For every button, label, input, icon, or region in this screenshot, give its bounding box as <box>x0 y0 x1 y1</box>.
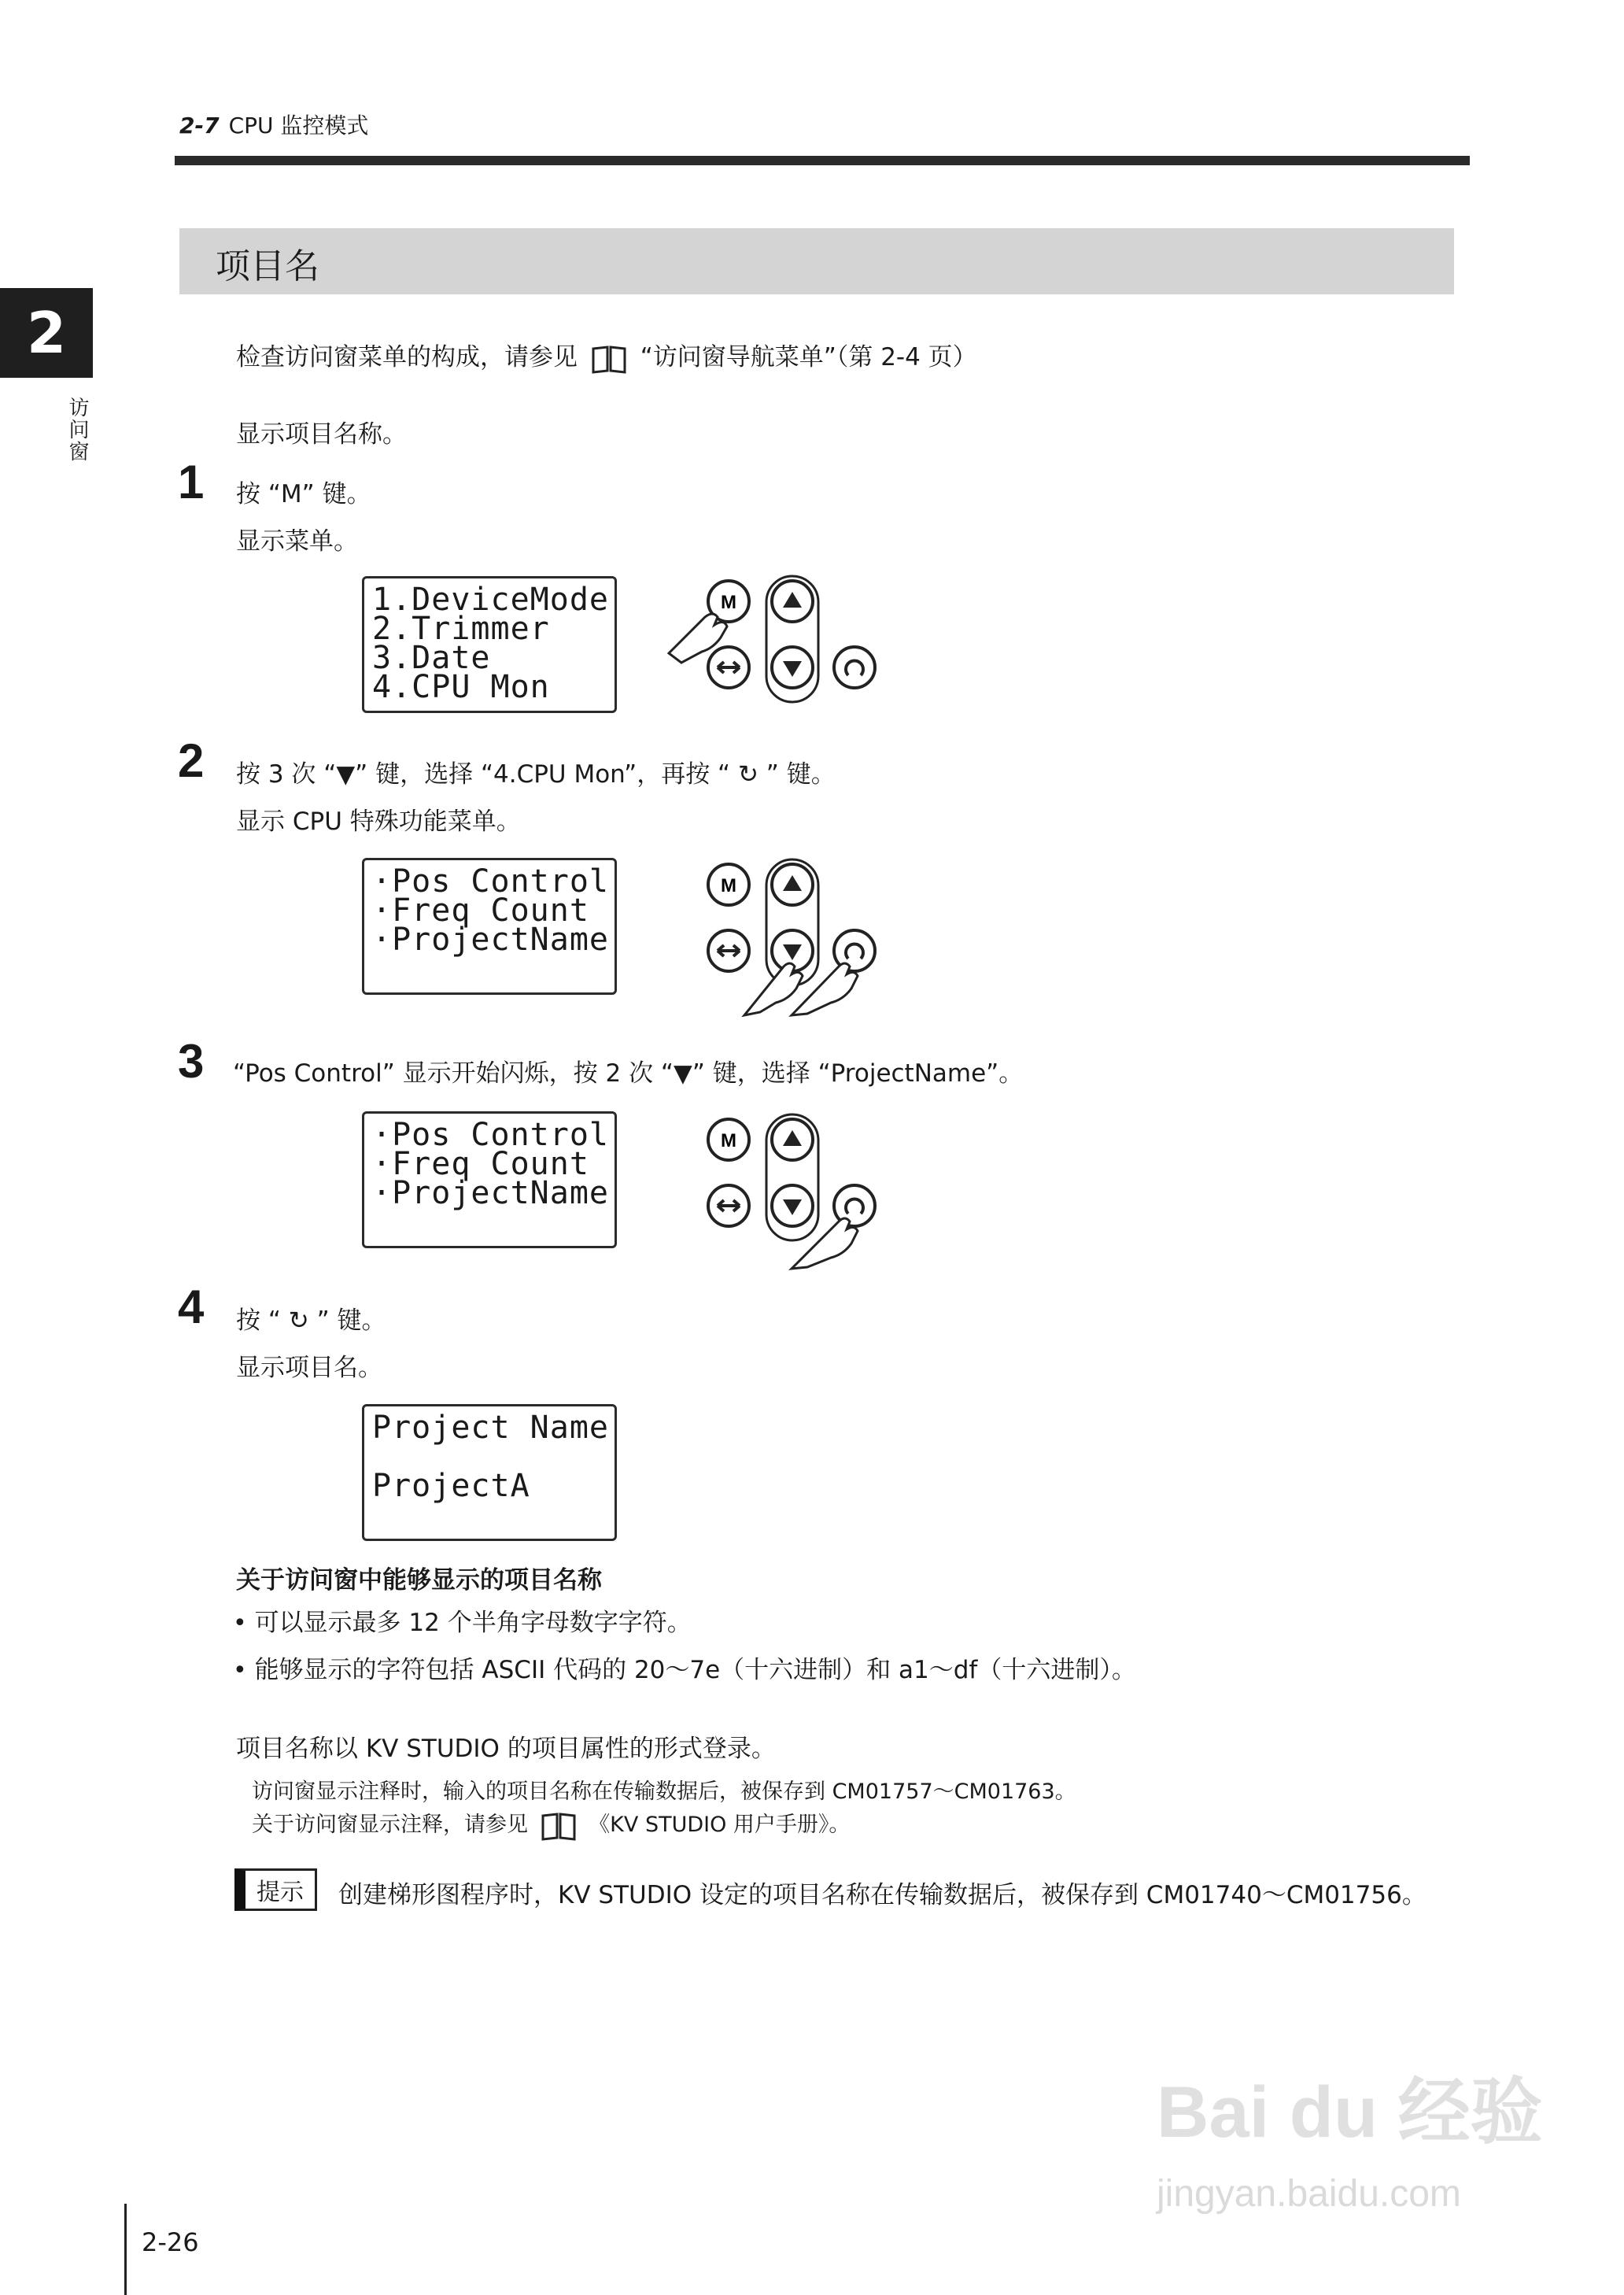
chapter-tab <box>0 288 93 378</box>
m-key[interactable] <box>708 864 749 905</box>
intro-text-before: 检查访问窗菜单的构成，请参见 <box>236 343 578 371</box>
section-heading: 项目名 <box>216 246 319 286</box>
m-key-label: M <box>721 875 736 896</box>
step-1-text: 按 “M” 键。 <box>236 480 371 508</box>
step-3-number: 3 <box>178 1035 205 1088</box>
lcd-display-step-4 <box>362 1404 617 1541</box>
keypad-step-1 <box>658 567 894 708</box>
lcd-line: 3.Date <box>372 640 491 676</box>
header-section-number: 2-7 <box>179 113 220 139</box>
notes-para-3-after: 《KV STUDIO 用户手册》。 <box>589 1813 851 1837</box>
section-heading-bar <box>179 228 1454 294</box>
lcd-line: ·Freq Count <box>372 893 589 929</box>
lcd-line: 4.CPU Mon <box>372 669 550 705</box>
watermark-url: jingyan.baidu.com <box>1157 2173 1461 2215</box>
step-1-number: 1 <box>178 456 205 508</box>
step-1-sub: 显示菜单。 <box>236 527 358 556</box>
intro-reference <box>236 337 977 374</box>
m-key-label: M <box>721 1130 736 1151</box>
lcd-line: ·Pos Control <box>372 863 609 900</box>
lcd-line: ·Pos Control <box>372 1117 609 1153</box>
lcd-line <box>372 1442 607 1471</box>
lcd-display-step-1 <box>362 576 617 713</box>
notes-para-3-before: 关于访问窗显示注释，请参见 <box>252 1813 528 1837</box>
lcd-line <box>372 954 607 983</box>
watermark-logo: Bai du 经验 <box>1157 2072 1543 2153</box>
lcd-line: ProjectA <box>372 1468 530 1504</box>
lcd-line: ·Freq Count <box>372 1146 589 1182</box>
notes-para-2: 访问窗显示注释时，输入的项目名称在传输数据后，被保存到 CM01757～CM01763。 <box>252 1779 1076 1804</box>
notes-bullet-text: 能够显示的字符包括 ASCII 代码的 20～7e（十六进制）和 a1～df（十六进制）。 <box>254 1656 1136 1684</box>
lcd-display-step-2 <box>362 858 617 995</box>
running-header <box>179 109 368 140</box>
step-2-text: 按 3 次 “▼” 键，选择 “4.CPU Mon”，再按 “ ↻ ” 键。 <box>236 760 836 789</box>
header-section-title: CPU 监控模式 <box>228 113 369 139</box>
book-icon <box>540 1811 578 1841</box>
book-icon <box>590 344 628 374</box>
lcd-line <box>372 1207 607 1236</box>
left-right-key[interactable] <box>708 1185 749 1226</box>
bullet-dot-icon: • <box>233 1609 247 1637</box>
pointing-hand-icon <box>792 963 858 1015</box>
step-3-text: “Pos Control” 显示开始闪烁，按 2 次 “▼” 键，选择 “ProjectName”。 <box>233 1059 1024 1088</box>
left-right-key[interactable] <box>708 930 749 971</box>
pointing-hand-icon <box>792 1218 858 1269</box>
left-right-key[interactable] <box>708 647 749 688</box>
page-rule <box>124 2204 127 2295</box>
intro-text-after: “访问窗导航菜单”（第 2-4 页） <box>640 343 977 371</box>
chapter-number: 2 <box>26 300 67 366</box>
notes-bullet-text: 可以显示最多 12 个半角字母数字字符。 <box>254 1609 692 1637</box>
notes-heading: 关于访问窗中能够显示的项目名称 <box>236 1566 602 1595</box>
lcd-line: Project Name <box>372 1410 609 1446</box>
notes-bullet-2 <box>233 1650 1136 1685</box>
header-rule <box>175 156 1470 165</box>
hint-badge: 提示 <box>234 1868 317 1911</box>
step-4-sub: 显示项目名。 <box>236 1354 382 1382</box>
notes-para-1: 项目名称以 KV STUDIO 的项目属性的形式登录。 <box>236 1735 776 1763</box>
up-key[interactable] <box>772 1119 813 1160</box>
chapter-side-label: 访问窗 <box>65 397 89 463</box>
keypad-step-2 <box>674 850 910 1023</box>
lcd-line: ·ProjectName <box>372 1175 609 1211</box>
keypad-step-3 <box>674 1105 910 1278</box>
up-key[interactable] <box>772 581 813 622</box>
intro-line2: 显示项目名称。 <box>236 420 407 449</box>
step-4-text: 按 “ ↻ ” 键。 <box>236 1306 386 1335</box>
notes-bullet-1 <box>233 1602 692 1638</box>
down-key[interactable] <box>772 647 813 688</box>
notes-para-3 <box>252 1807 850 1841</box>
enter-key[interactable] <box>834 647 875 688</box>
down-key[interactable] <box>772 1185 813 1226</box>
m-key-label: M <box>721 592 736 613</box>
lcd-line <box>372 1500 607 1529</box>
up-key[interactable] <box>772 864 813 905</box>
step-2-number: 2 <box>178 734 205 787</box>
page-number: 2-26 <box>142 2227 199 2257</box>
m-key[interactable] <box>708 1119 749 1160</box>
lcd-display-step-3 <box>362 1111 617 1248</box>
hint-text: 创建梯形图程序时，KV STUDIO 设定的项目名称在传输数据后，被保存到 CM01740～CM01756。 <box>338 1881 1427 1909</box>
pointing-hand-icon <box>744 963 803 1015</box>
lcd-line: 1.DeviceMode <box>372 582 609 618</box>
bullet-dot-icon: • <box>233 1657 247 1684</box>
step-2-sub: 显示 CPU 特殊功能菜单。 <box>236 808 521 836</box>
lcd-line: ·ProjectName <box>372 922 609 958</box>
step-4-number: 4 <box>178 1281 205 1333</box>
lcd-line: 2.Trimmer <box>372 611 550 647</box>
